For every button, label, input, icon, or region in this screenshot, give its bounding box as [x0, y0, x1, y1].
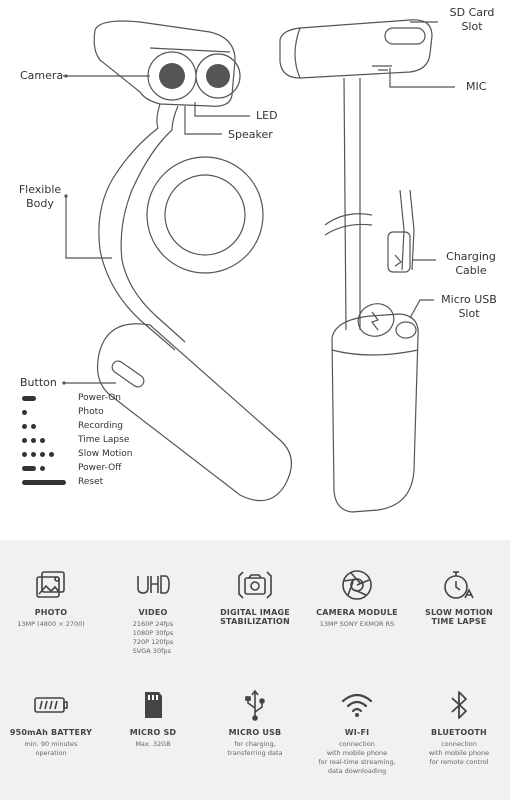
- feature-photo: [0, 568, 102, 629]
- usb-icon: [237, 688, 273, 722]
- feature-subtitle: 13MP SONY EXMOR RS: [319, 620, 395, 628]
- feature-slow-motion: [408, 568, 510, 626]
- video-spec-line: SVGA 30fps: [132, 647, 171, 655]
- video-specs: [133, 620, 174, 656]
- wifi-icon: [339, 688, 375, 722]
- legend-label: Time Lapse: [78, 435, 130, 445]
- sd-card-slot-label: SD Card Slot: [449, 6, 495, 33]
- legend-row: [18, 476, 158, 489]
- feature-title: MICRO SD: [129, 728, 177, 737]
- led-label: LED: [256, 109, 278, 122]
- feature-panel: [0, 540, 510, 800]
- feature-title: BLUETOOTH: [431, 728, 487, 737]
- legend-row: [18, 420, 158, 433]
- legend-row: [18, 434, 158, 447]
- feature-title: CAMERA MODULE: [316, 608, 398, 617]
- camera-label: Camera: [20, 69, 64, 82]
- feature-title: DIGITAL IMAGE STABILIZATION: [220, 608, 290, 626]
- legend-label: Slow Motion: [78, 449, 133, 459]
- feature-subtitle: Max. 32GB: [135, 740, 171, 748]
- sd-card-icon: [135, 688, 171, 722]
- legend-row: [18, 448, 158, 461]
- feature-micro-usb: [204, 688, 306, 758]
- feature-battery: [0, 688, 102, 758]
- aperture-icon: [339, 568, 375, 602]
- stabilization-icon: [237, 568, 273, 602]
- feature-title: 950mAh BATTERY: [9, 728, 93, 737]
- timer-icon: [441, 568, 477, 602]
- legend-row: [18, 462, 158, 475]
- video-spec-line: 1080P 30fps: [132, 629, 174, 637]
- legend-row: [18, 406, 158, 419]
- battery-icon: [33, 688, 69, 722]
- feature-wifi: [306, 688, 408, 776]
- legend-label: Recording: [78, 421, 124, 431]
- mic-label: MIC: [466, 80, 487, 93]
- feature-subtitle: 13MP (4800 × 2700): [17, 620, 85, 628]
- feature-bluetooth: [408, 688, 510, 767]
- flexible-body-label: Flexible Body: [18, 183, 62, 210]
- feature-title: PHOTO: [34, 608, 68, 617]
- feature-subtitle: for charging, transferring data: [227, 740, 283, 757]
- feature-subtitle: connection with mobile phone for remote control: [428, 740, 490, 766]
- legend-label: Power-Off: [78, 463, 122, 473]
- feature-micro-sd: [102, 688, 204, 749]
- micro-usb-slot-label: Micro USB Slot: [441, 293, 497, 320]
- video-spec-line: 720P 120fps: [132, 638, 174, 646]
- feature-camera-module: [306, 568, 408, 629]
- feature-video: [102, 568, 204, 657]
- photo-icon: [33, 568, 69, 602]
- uhd-video-icon: [129, 568, 177, 602]
- feature-stabilization: [204, 568, 306, 626]
- speaker-label: Speaker: [228, 128, 273, 141]
- legend-label: Power-On: [78, 393, 121, 403]
- feature-subtitle: connection with mobile phone for real-time streaming, data downloading: [318, 740, 396, 775]
- legend-label: Photo: [78, 407, 104, 417]
- feature-subtitle: min. 90 minutes operation: [24, 740, 78, 757]
- charging-cable-label: Charging Cable: [446, 250, 496, 277]
- legend-row: [18, 392, 158, 405]
- legend-label: Reset: [78, 477, 104, 487]
- feature-title: WI-FI: [344, 728, 370, 737]
- video-spec-line: 2160P 24fps: [132, 620, 174, 628]
- feature-title: MICRO USB: [228, 728, 282, 737]
- bluetooth-icon: [441, 688, 477, 722]
- feature-title: VIDEO: [138, 608, 168, 617]
- feature-title: SLOW MOTION TIME LAPSE: [425, 608, 493, 626]
- button-label: Button: [20, 376, 57, 389]
